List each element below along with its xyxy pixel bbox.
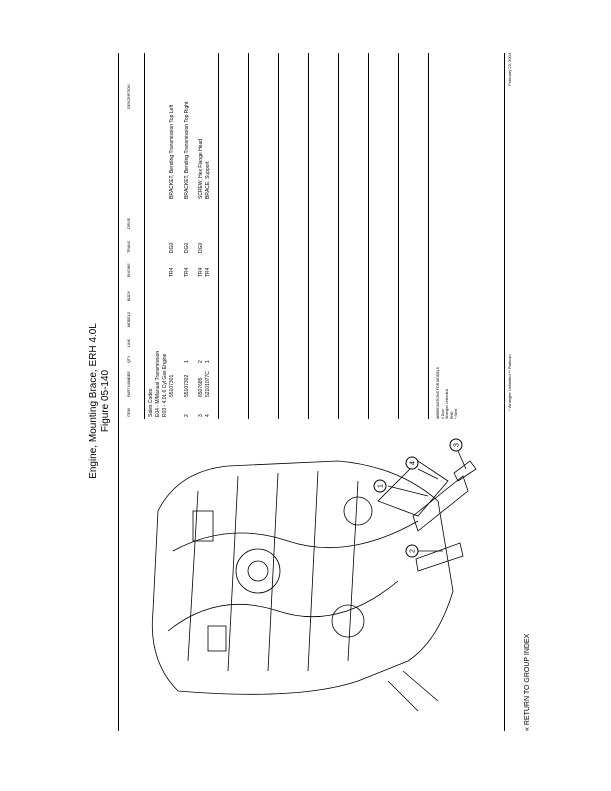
table-cell: BRACKET, Bending Transmission Top Right bbox=[184, 101, 190, 199]
callout-4-label: 4 bbox=[409, 461, 417, 465]
table-cell: 6507685 bbox=[198, 377, 204, 397]
row-divider bbox=[218, 53, 219, 419]
header-qty: QTY bbox=[127, 355, 131, 363]
table-cell: DG0 bbox=[184, 242, 190, 253]
table-cell: DG0 bbox=[169, 242, 175, 253]
page-title bbox=[88, 81, 112, 721]
abbreviation-notes bbox=[436, 53, 459, 419]
group-line-2: R03 - 4.0L 6 Cyl Gas Engine bbox=[162, 353, 168, 417]
callout-2-label: 2 bbox=[409, 549, 417, 553]
note-line: ABBREVIATIONS FOR MODELS bbox=[436, 366, 440, 419]
table-row: 4 bbox=[205, 414, 211, 417]
header-body: BODY bbox=[127, 290, 131, 301]
table-header bbox=[118, 53, 145, 419]
return-link-label: RETURN TO GROUP INDEX bbox=[524, 633, 531, 726]
engine-illustration bbox=[118, 431, 503, 731]
note-line: * Steel bbox=[454, 408, 459, 419]
footer-date: February 23, 2004 bbox=[507, 53, 512, 86]
table-cell: BRACKET, Bending Transmission Top Left bbox=[169, 104, 175, 199]
row-divider bbox=[338, 53, 339, 419]
callout-3-label: 3 bbox=[453, 443, 461, 447]
return-to-group-index-link[interactable] bbox=[524, 634, 531, 731]
table-row: 3 bbox=[198, 414, 204, 417]
row-divider bbox=[428, 53, 429, 419]
note-line: RHD bbox=[449, 411, 454, 419]
table-cell: TR4 bbox=[198, 267, 204, 277]
table-row: 55107301 bbox=[169, 374, 175, 397]
row-divider bbox=[248, 53, 249, 419]
note-line: 4 Door bbox=[440, 408, 445, 419]
header-part-number: PART NUMBER bbox=[127, 371, 131, 397]
callout-markers bbox=[374, 439, 462, 557]
double-chevron-left-icon: « bbox=[524, 727, 531, 731]
header-item: ITEM bbox=[127, 408, 131, 417]
table-cell: DG0 bbox=[198, 242, 204, 253]
section-label: Sales Codes bbox=[148, 388, 154, 417]
row-divider bbox=[398, 53, 399, 419]
table-cell: BRACE, Support bbox=[205, 161, 211, 199]
table-cell: 52101077C bbox=[205, 371, 211, 397]
table-cell: 1 bbox=[184, 360, 190, 363]
header-drive: DRIVE bbox=[127, 218, 131, 229]
header-engine: ENGINE bbox=[127, 263, 131, 277]
figure-number: Figure 05-140 bbox=[100, 369, 111, 433]
row-divider bbox=[278, 53, 279, 419]
callout-1-label: 1 bbox=[377, 484, 385, 488]
table-row: 2 bbox=[184, 414, 190, 417]
note-line: Wrangler Unlimited bbox=[445, 389, 450, 419]
table-cell: TR4 bbox=[205, 267, 211, 277]
table-cell: 55107302 bbox=[184, 374, 190, 397]
header-description: DESCRIPTION bbox=[127, 84, 131, 109]
table-cell: 2 bbox=[198, 360, 204, 363]
group-line-1: E04 - M/Manual Transmission bbox=[155, 350, 161, 417]
header-link: LINK bbox=[127, 339, 131, 347]
table-cell: TR4 bbox=[169, 267, 175, 277]
table-cell: TR4 bbox=[184, 267, 190, 277]
row-divider bbox=[308, 53, 309, 419]
header-models: MODELS bbox=[127, 311, 131, 327]
parts-table bbox=[118, 53, 503, 419]
engine-drawing bbox=[118, 431, 503, 731]
title-line-1: Engine, Mounting Brace, ERH 4.0L bbox=[88, 323, 99, 479]
row-divider bbox=[368, 53, 369, 419]
table-cell: SCREW, Hex Flange Head bbox=[198, 138, 204, 199]
table-cell: 1 bbox=[205, 360, 211, 363]
footer-legend: * Wrangler Unlimited ** Rubicon bbox=[507, 354, 512, 411]
header-trans: TRANS bbox=[127, 240, 131, 253]
